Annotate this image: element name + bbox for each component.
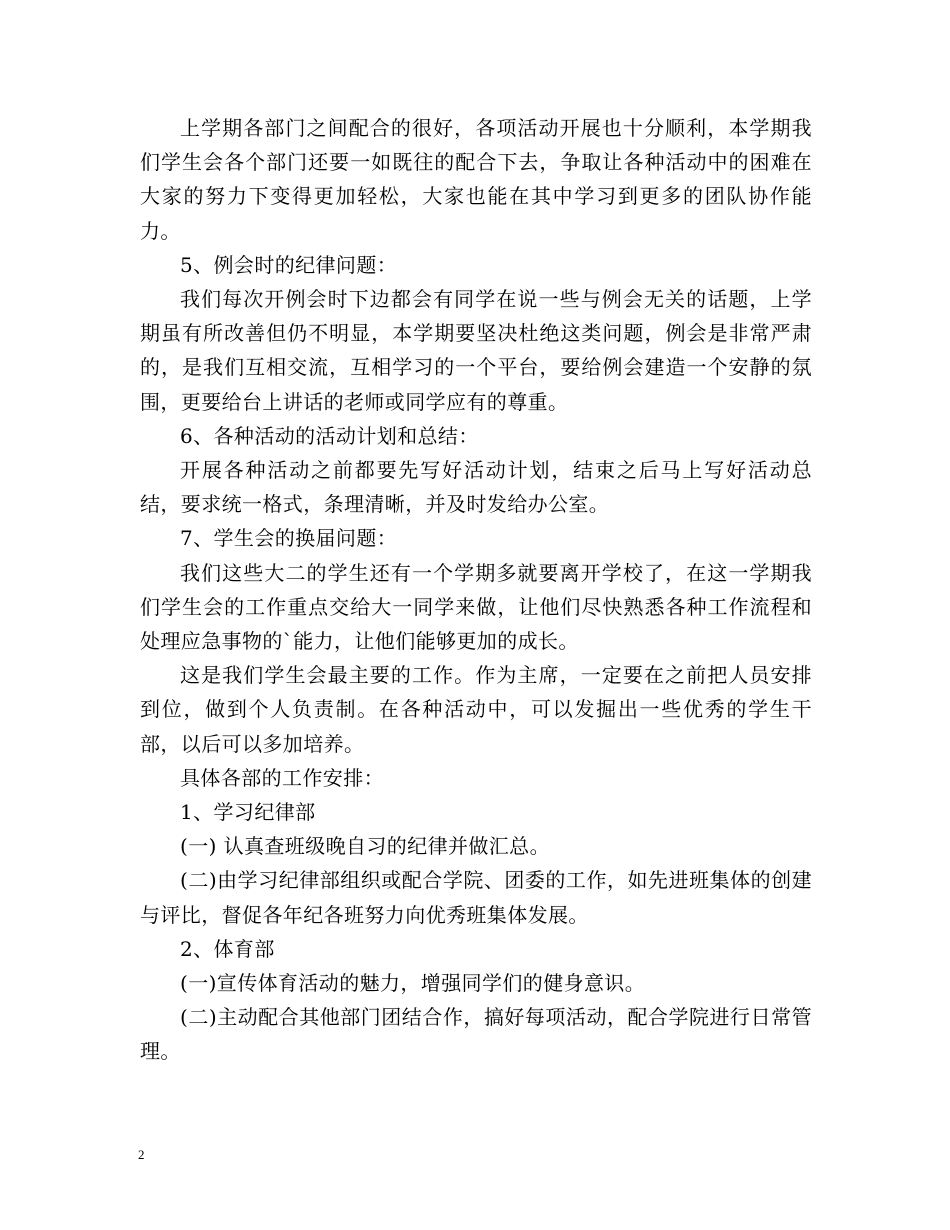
paragraph: 开展各种活动之前都要先写好活动计划，结束之后马上写好活动总结，要求统一格式，条理清晰，并及时发给办公室。 <box>140 458 812 517</box>
list-item: (二)主动配合其他部门团结合作，搞好每项活动，配合学院进行日常管理。 <box>140 1005 812 1064</box>
section-heading: 6、各种活动的活动计划和总结： <box>180 423 479 448</box>
list-item: (一)宣传体育活动的魅力，增强同学们的健身意识。 <box>180 971 646 996</box>
section-heading: 1、学习纪律部 <box>180 800 316 825</box>
paragraph: 上学期各部门之间配合的很好，各项活动开展也十分顺利，本学期我们学生会各个部门还要一如既往的配合下去，争取让各种活动中的困难在大家的努力下变得更加轻松，大家也能在其中学习到更多的团队协作能力。 <box>140 116 812 243</box>
paragraph: 这是我们学生会最主要的工作。作为主席，一定要在之前把人员安排到位，做到个人负责制。在各种活动中，可以发掘出一些优秀的学生干部，以后可以多加培养。 <box>140 663 812 756</box>
document-body <box>140 111 812 1069</box>
list-item: (一) 认真查班级晚自习的纪律并做汇总。 <box>180 834 550 859</box>
paragraph: 我们这些大二的学生还有一个学期多就要离开学校了，在这一学期我们学生会的工作重点交给大一同学来做，让他们尽快熟悉各种工作流程和处理应急事物的`能力，让他们能够更加的成长。 <box>140 560 812 654</box>
section-heading: 2、体育部 <box>180 936 275 961</box>
section-heading: 具体各部的工作安排： <box>180 765 384 790</box>
list-item: (二)由学习纪律部组织或配合学院、团委的工作，如先进班集体的创建与评比，督促各年纪各班努力向优秀班集体发展。 <box>140 868 812 927</box>
page-number: 2 <box>138 1147 145 1162</box>
paragraph: 我们每次开例会时下边都会有同学在说一些与例会无关的话题，上学期虽有所改善但仍不明显，本学期要坚决杜绝这类问题，例会是非常严肃的，是我们互相交流，互相学习的一个平台，要给例会建造一个安静的氛围，更要给台上讲话的老师或同学应有的尊重。 <box>140 287 812 414</box>
section-heading: 7、学生会的换届问题： <box>180 526 398 551</box>
section-heading: 5、例会时的纪律问题： <box>180 252 398 277</box>
